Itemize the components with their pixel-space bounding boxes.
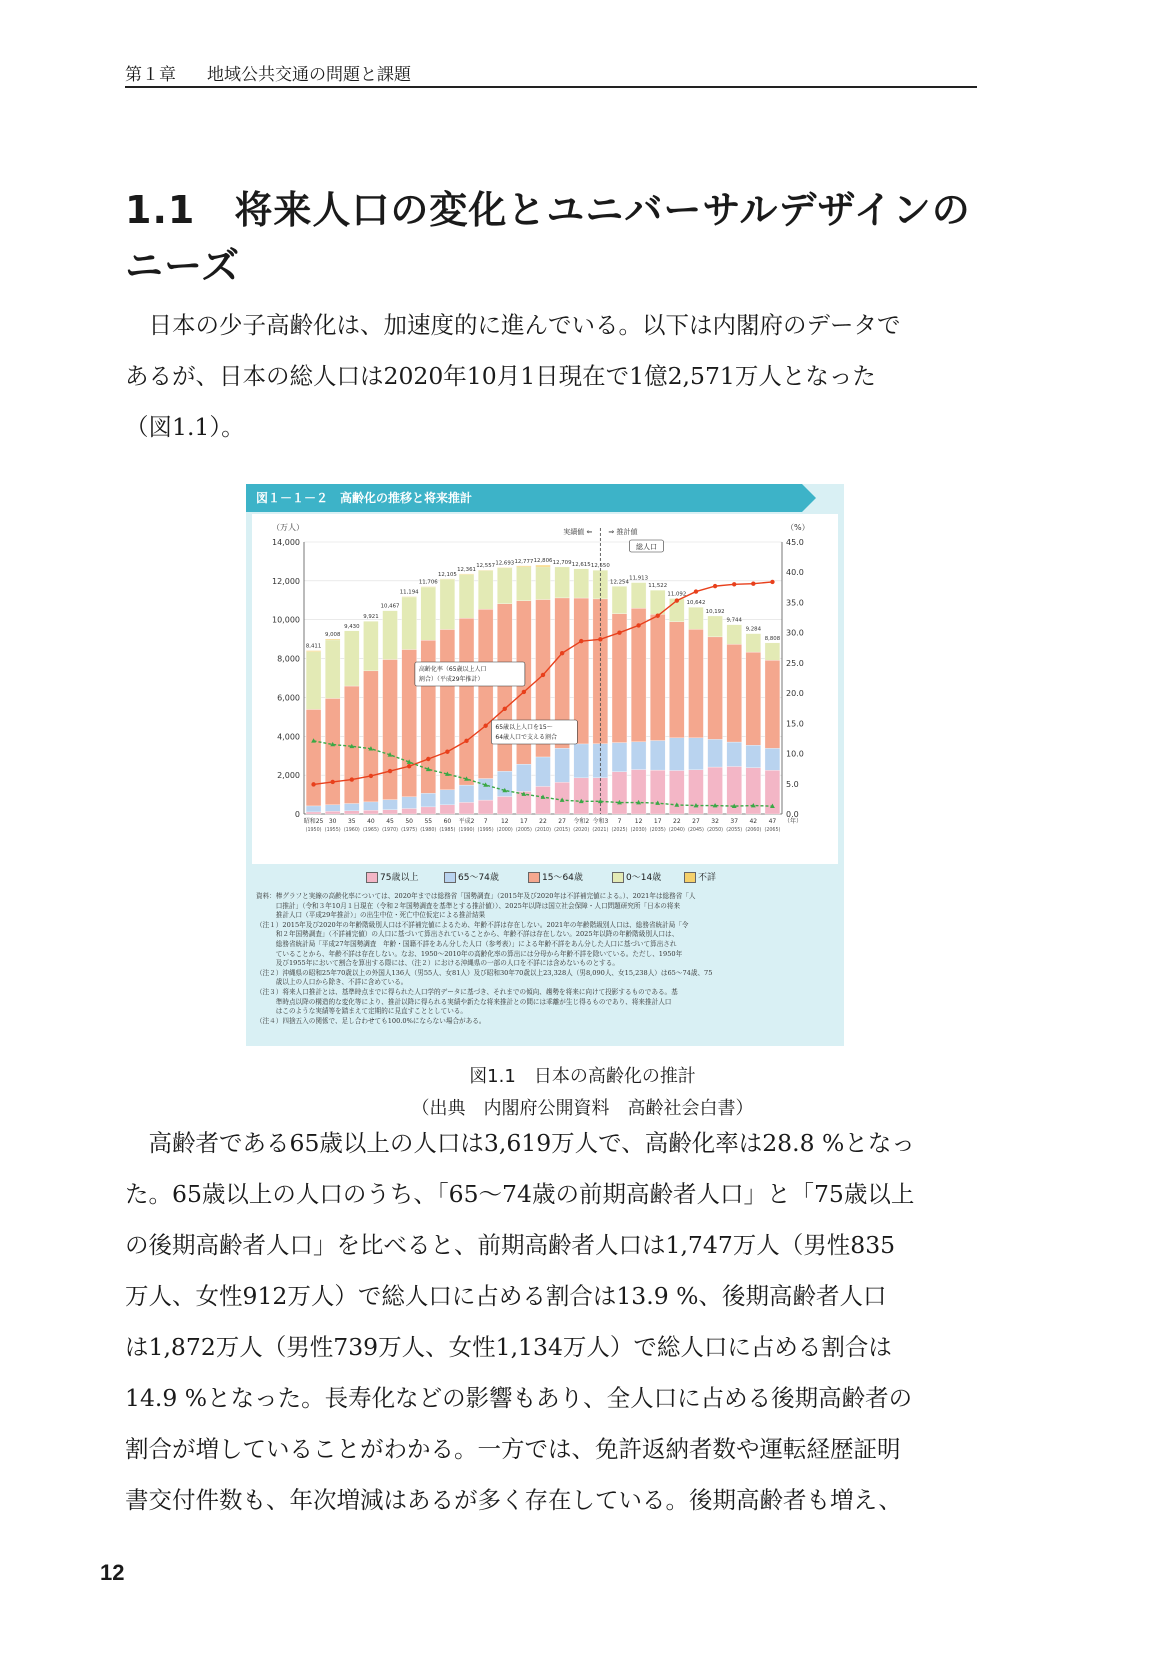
bar-segment xyxy=(421,793,436,807)
x-year-label: (2065) xyxy=(764,828,781,833)
bar-segment xyxy=(459,618,474,785)
legend-item xyxy=(612,870,661,883)
bar-segment xyxy=(631,608,646,742)
bar-segment xyxy=(746,634,761,652)
text-line: 14.9 %となった。長寿化などの影響もあり、全人口に占める後期高齢者の xyxy=(125,1384,913,1412)
legend-swatch xyxy=(684,872,696,883)
x-year-label: (2035) xyxy=(649,828,666,833)
figure-note-line: 和２年国勢調査」（不詳補完値）の人口に基づいて算出されていることから、年齢不詳は存在しない。2025年以降の年齢階級別人口は、 xyxy=(256,930,679,939)
figure-caption xyxy=(0,1062,1165,1120)
text-line: 日本の少子高齢化は、加速度的に進んでいる。以下は内閣府のデータで xyxy=(125,311,901,339)
figure-note-line: 総務省統計局「平成27年国勢調査 年齢・国籍不詳をあん分した人口（参考表）」による年齢不詳をあん分した人口に基づいて算出され xyxy=(256,939,677,948)
bar-total-label: 12,105 xyxy=(437,571,457,578)
chapter-label: 第１章 xyxy=(125,65,176,85)
x-tick-label: 30 xyxy=(328,818,337,825)
bar-segment xyxy=(421,587,436,588)
bar-segment xyxy=(325,698,340,804)
bar-segment xyxy=(536,565,551,567)
y2-tick-label: 10.0 xyxy=(786,749,804,759)
figure-note-line: はこのような実績等を踏まえて定期的に見直すこととしている。 xyxy=(256,1007,467,1016)
line-point xyxy=(483,724,487,728)
bar-segment xyxy=(536,567,551,600)
y2-tick-label: 45.0 xyxy=(786,538,804,547)
bar-total-label: 11,092 xyxy=(667,591,687,598)
text-line: （図1.1）。 xyxy=(125,413,245,441)
y2-tick-label: 0.0 xyxy=(786,810,799,819)
figure-panel xyxy=(246,484,844,1046)
figure-note-line: （注３）将来人口推計とは、基準時点までに得られた人口学的データに基づき、それまでの傾向、趨勢を将来に向けて投影するものである。基 xyxy=(256,987,678,996)
bar-total-label: 12,254 xyxy=(610,579,629,586)
figure-note-line: 及び1955年において割合を算出する際には、（注２）における沖縄県の一部の人口を不詳には含めないものとする。 xyxy=(256,959,619,968)
bar-segment xyxy=(478,570,493,571)
line-point xyxy=(330,780,334,784)
x-year-label: (1950) xyxy=(305,828,322,833)
bar-segment xyxy=(689,770,704,814)
x-tick-label: 12 xyxy=(500,818,509,825)
section-title-line: ニーズ xyxy=(125,244,241,288)
y-tick-label: 4,000 xyxy=(277,732,300,742)
figure-header xyxy=(246,484,844,512)
bar-segment xyxy=(421,587,436,640)
bar-segment xyxy=(497,797,512,814)
figure-note-line: 準時点以降の構造的な変化等により、推計以降に得られる実績や新たな将来推計との間には乖離が生じ得るものであり、将来推計人口 xyxy=(256,997,672,1006)
bar-total-label: 9,008 xyxy=(324,631,341,638)
bar-segment xyxy=(516,566,531,567)
chart-panel xyxy=(252,514,838,864)
legend-label: 15～64歳 xyxy=(542,873,583,883)
bar-segment xyxy=(555,748,570,782)
callout-support-ratio: 65歳以上人口を15～ xyxy=(495,724,553,731)
text-line: 割合が増していることがわかる。一方では、免許返納者数や運転経歴証明 xyxy=(125,1435,901,1463)
x-year-label: (2010) xyxy=(535,828,551,833)
bar-segment xyxy=(536,757,551,786)
line-point xyxy=(445,750,449,754)
x-tick-label: 60 xyxy=(443,818,452,825)
legend-label: 75歳以上 xyxy=(380,873,419,883)
x-tick-label: 令和2 xyxy=(573,818,590,825)
bar-segment xyxy=(574,744,589,778)
x-year-label: (2030) xyxy=(630,828,647,833)
y-tick-label: 14,000 xyxy=(272,538,300,547)
chapter-title: 地域公共交通の問題と課題 xyxy=(207,65,411,85)
bar-total-label: 12,615 xyxy=(571,561,591,568)
bar-segment xyxy=(402,808,417,814)
y2-tick-label: 40.0 xyxy=(786,568,804,578)
bar-segment xyxy=(383,611,398,660)
projected-label: ⇒ 推計値 xyxy=(608,528,638,536)
bar-total-label: 12,709 xyxy=(552,559,572,566)
bar-segment xyxy=(383,810,398,814)
figure-note-line: （注４）四捨五入の関係で、足し合わせても100.0%にならない場合がある。 xyxy=(256,1016,486,1025)
x-tick-label: 32 xyxy=(711,818,719,825)
x-tick-label: 40 xyxy=(367,818,375,825)
bar-segment xyxy=(478,800,493,814)
legend-item xyxy=(528,870,583,883)
x-tick-label: 令和3 xyxy=(592,818,609,825)
bar-total-label: 12,557 xyxy=(476,563,496,570)
x-year-label: (2005) xyxy=(515,828,532,833)
bar-total-label: 12,361 xyxy=(457,566,476,573)
text-line: の後期高齢者人口」を比べると、前期高齢者人口は1,747万人（男性835 xyxy=(125,1231,896,1259)
x-tick-label: 47 xyxy=(768,818,777,825)
bar-segment xyxy=(478,570,493,609)
x-tick-label: 22 xyxy=(539,818,547,825)
bar-segment xyxy=(440,805,455,814)
bar-segment xyxy=(765,660,780,748)
bar-segment xyxy=(421,807,436,814)
line-point xyxy=(503,707,507,711)
x-tick-label: 7 xyxy=(483,818,488,825)
x-year-label: (1980) xyxy=(420,828,437,833)
x-tick-label: 12 xyxy=(634,818,643,825)
y-tick-label: 0 xyxy=(294,810,300,819)
page-number: 12 xyxy=(100,1560,125,1585)
line-point xyxy=(713,584,717,588)
bar-segment xyxy=(650,741,665,771)
y-tick-label: 6,000 xyxy=(277,693,300,703)
line-point xyxy=(369,774,373,778)
y2-tick-label: 35.0 xyxy=(786,598,804,608)
bar-segment xyxy=(459,574,474,618)
bar-segment xyxy=(650,770,665,814)
figure-note-line: 口推計」（令和３年10月１日現在（令和２年国勢調査を基準とする推計値））、2025年以降は国立社会保障・人口問題研究所「日本の将来 xyxy=(256,901,681,910)
y2-tick-label: 15.0 xyxy=(786,719,804,729)
figure-note-line: 歳以上の人口から除き、不詳に含めている。 xyxy=(256,978,408,987)
figure-note-line: 推計人口（平成29年推計）」の出生中位・死亡中位仮定による推計結果 xyxy=(256,911,486,920)
bar-total-label: 11,913 xyxy=(629,575,649,582)
bar-segment xyxy=(574,778,589,814)
figure-note-line: （注２）沖縄県の昭和25年70歳以上の外国人136人（男55人、女81人）及び昭和30年70歳以上23,328人（男8,090人、女15,238人）は65～74歳、75 xyxy=(256,968,713,977)
x-tick-label: 35 xyxy=(347,818,356,825)
bar-segment xyxy=(325,639,340,640)
x-year-label: (2045) xyxy=(687,828,704,833)
line-point xyxy=(311,782,315,786)
legend-swatch xyxy=(528,872,540,883)
figure-note-line: ていることから、年齢不詳は存在しない。なお、1950～2010年の高齢化率の算出には分母から年齢不詳を除いている。ただし、1950年 xyxy=(256,949,683,958)
x-year-label: (2050) xyxy=(707,828,724,833)
y2-tick-label: 30.0 xyxy=(786,628,804,638)
legend-swatch xyxy=(612,872,624,883)
x-year-label: (1955) xyxy=(324,828,341,833)
callout-aging-rate: 割合）（平成29年推計） xyxy=(418,676,484,683)
bar-segment xyxy=(478,779,493,801)
line-point xyxy=(751,582,755,586)
bar-segment xyxy=(689,607,704,629)
x-tick-label: 17 xyxy=(653,818,662,825)
bar-segment xyxy=(689,738,704,770)
bar-segment xyxy=(363,810,378,814)
legend-item xyxy=(684,870,716,883)
x-tick-label: 昭和25 xyxy=(303,818,324,825)
x-tick-label: 27 xyxy=(692,818,700,825)
bar-segment xyxy=(650,614,665,740)
x-tick-label: 55 xyxy=(424,818,433,825)
bar-segment xyxy=(612,586,627,613)
text-line: 書交付件数も、年次増減はあるが多く存在している。後期高齢者も増え、 xyxy=(125,1486,902,1514)
bar-total-label: 9,430 xyxy=(344,623,360,630)
text-line: 万人、女性912万人）で総人口に占める割合は13.9 %、後期高齢者人口 xyxy=(125,1282,887,1310)
bar-segment xyxy=(459,802,474,814)
bar-segment xyxy=(765,748,780,770)
x-tick-label: 7 xyxy=(617,818,622,825)
bar-total-label: 9,284 xyxy=(745,626,762,633)
body-paragraph xyxy=(125,1118,977,1526)
bar-segment xyxy=(612,772,627,814)
bar-segment xyxy=(746,652,761,745)
bar-total-label: 9,744 xyxy=(726,617,742,624)
line-point xyxy=(522,690,526,694)
bar-segment xyxy=(402,597,417,650)
bar-total-label: 11,194 xyxy=(399,589,419,596)
bar-segment xyxy=(306,709,321,805)
bar-segment xyxy=(344,631,359,686)
y-axis-label: （万人） xyxy=(272,523,304,532)
section-title xyxy=(125,182,995,294)
text-line: あるが、日本の総人口は2020年10月1日現在で1億2,571万人となった xyxy=(125,362,876,390)
bar-segment xyxy=(459,785,474,802)
x-tick-label: 37 xyxy=(730,818,739,825)
bar-segment xyxy=(402,597,417,598)
x-year-label: (2060) xyxy=(745,828,762,833)
actual-label: 実績値 ⇐ xyxy=(563,528,593,536)
x-tick-label: 45 xyxy=(386,818,394,825)
bar-segment xyxy=(344,811,359,814)
bar-segment xyxy=(689,629,704,737)
bar-segment xyxy=(727,742,742,766)
y2-axis-label: （%） xyxy=(786,523,810,532)
bar-total-label: 9,921 xyxy=(363,614,379,621)
bar-segment xyxy=(574,569,589,598)
bar-total-label: 12,806 xyxy=(533,558,553,565)
bar-segment xyxy=(363,802,378,810)
callout-support-ratio: 64歳人口で支える割合 xyxy=(495,734,558,741)
legend-item xyxy=(366,870,418,883)
bar-segment xyxy=(383,800,398,810)
bar-segment xyxy=(363,621,378,671)
section-title-line: 1.1 将来人口の変化とユニバーサルデザインの xyxy=(125,188,971,232)
y-tick-label: 12,000 xyxy=(272,576,300,586)
legend-label: 0～14歳 xyxy=(626,873,662,883)
x-year-label: (2015) xyxy=(554,828,571,833)
x-year-label: (1975) xyxy=(401,828,418,833)
bar-segment xyxy=(440,790,455,805)
x-year-label: (2055) xyxy=(726,828,743,833)
x-year-label: (2040) xyxy=(668,828,685,833)
bar-segment xyxy=(536,786,551,814)
y2-tick-label: 20.0 xyxy=(786,689,804,699)
line-point xyxy=(732,582,736,586)
bar-total-label: 10,467 xyxy=(380,603,400,610)
x-year-label: (1990) xyxy=(458,828,475,833)
bar-segment xyxy=(306,652,321,710)
figure-note-line: （注１）2015年及び2020年の年齢階級別人口は不詳補完値によるため、年齢不詳は存在しない。2021年の年齢階級別人口は、総務省統計局「令 xyxy=(256,920,689,929)
bar-segment xyxy=(497,604,512,772)
bar-segment xyxy=(669,622,684,738)
line-point xyxy=(770,580,774,584)
bar-segment xyxy=(708,637,723,739)
line-point xyxy=(388,769,392,773)
callout-aging-rate: 高齢化率（65歳以上人口 xyxy=(418,666,487,673)
bar-segment xyxy=(497,771,512,796)
bar-total-label: 12,550 xyxy=(590,563,610,570)
bar-total-label: 11,522 xyxy=(648,583,668,590)
bar-segment xyxy=(325,805,340,812)
caption-title: 図1.1 日本の高齢化の推計 xyxy=(469,1066,696,1087)
bar-segment xyxy=(669,738,684,771)
bar-segment xyxy=(440,579,455,580)
legend-swatch xyxy=(444,872,456,883)
bar-segment xyxy=(708,739,723,767)
line-point xyxy=(617,630,621,634)
running-head xyxy=(125,58,977,88)
legend-swatch xyxy=(366,872,378,883)
text-line: 高齢者である65歳以上の人口は3,619万人で、高齢化率は28.8 %となっ xyxy=(125,1129,915,1157)
line-point xyxy=(464,739,468,743)
bar-total-label: 10,192 xyxy=(705,608,725,615)
bar-segment xyxy=(383,660,398,800)
bar-segment xyxy=(650,590,665,614)
x-tick-label: 平成2 xyxy=(458,818,475,825)
x-tick-label: 17 xyxy=(520,818,528,825)
figure-notes xyxy=(256,892,834,1026)
bar-segment xyxy=(440,579,455,630)
x-tick-label: 50 xyxy=(405,818,413,825)
bar-segment xyxy=(306,651,321,652)
bar-total-label: 8,411 xyxy=(305,643,322,650)
bar-segment xyxy=(363,671,378,802)
caption-source: （出典 内閣府公開資料 高齢社会白書） xyxy=(411,1098,754,1119)
legend-label: 65～74歳 xyxy=(458,873,499,883)
bar-segment xyxy=(306,812,321,814)
text-line: た。65歳以上の人口のうち、「65～74歳の前期高齢者人口」と「75歳以上 xyxy=(125,1180,915,1208)
bar-segment xyxy=(555,567,570,598)
figure-header-label: 図１－１－２ 高齢化の推移と将来推計 xyxy=(256,491,473,505)
x-tick-label: 27 xyxy=(558,818,566,825)
bar-segment xyxy=(440,629,455,789)
x-year-label: (1995) xyxy=(477,828,494,833)
x-year-label: (1985) xyxy=(439,828,456,833)
line-point xyxy=(560,651,564,655)
bar-segment xyxy=(459,574,474,575)
bar-segment xyxy=(325,811,340,814)
x-year-label: (2020) xyxy=(573,828,590,833)
line-point xyxy=(541,673,545,677)
intro-paragraph xyxy=(125,300,977,453)
bar-total-label: 12,777 xyxy=(514,558,534,565)
line-point xyxy=(426,757,430,761)
x-tick-label: 22 xyxy=(673,818,681,825)
line-point xyxy=(407,764,411,768)
callout-total: 総人口 xyxy=(635,543,657,551)
y-tick-label: 8,000 xyxy=(277,654,300,664)
bar-segment xyxy=(516,764,531,791)
bar-total-label: 11,706 xyxy=(418,579,438,586)
bar-segment xyxy=(765,643,780,660)
x-year-label: (2025) xyxy=(611,828,628,833)
line-point xyxy=(656,614,660,618)
bar-segment xyxy=(344,804,359,811)
x-unit-label: （年） xyxy=(784,818,803,825)
bar-segment xyxy=(612,743,627,772)
y2-tick-label: 25.0 xyxy=(786,658,804,668)
chart xyxy=(252,514,838,864)
line-point xyxy=(675,598,679,602)
y-tick-label: 10,000 xyxy=(272,615,300,625)
bar-segment xyxy=(708,616,723,637)
bar-segment xyxy=(497,568,512,604)
legend-item xyxy=(444,870,499,883)
line-point xyxy=(579,639,583,643)
legend-label: 不詳 xyxy=(698,873,717,883)
bar-segment xyxy=(669,770,684,814)
line-point xyxy=(598,637,602,641)
figure-note-line: 資料：棒グラフと実線の高齢化率については、2020年までは総務省「国勢調査」（2015年及び2020年は不詳補完値による。）、2021年は総務省「人 xyxy=(256,892,696,900)
bar-segment xyxy=(727,625,742,645)
x-year-label: (2000) xyxy=(496,828,513,833)
bar-segment xyxy=(402,649,417,796)
bar-segment xyxy=(631,742,646,770)
bar-total-label: 12,693 xyxy=(495,560,515,567)
text-line: は1,872万人（男性739万人、女性1,134万人）で総人口に占める割合は xyxy=(125,1333,892,1361)
bar-segment xyxy=(325,640,340,699)
x-year-label: (1965) xyxy=(362,828,379,833)
line-point xyxy=(694,589,698,593)
x-year-label: (2021) xyxy=(592,828,609,833)
bar-segment xyxy=(631,770,646,814)
bar-segment xyxy=(497,567,512,568)
y2-tick-label: 5.0 xyxy=(786,779,799,789)
bar-segment xyxy=(727,644,742,742)
bar-segment xyxy=(631,583,646,609)
bar-segment xyxy=(746,745,761,767)
y-tick-label: 2,000 xyxy=(277,771,300,781)
bar-segment xyxy=(402,797,417,809)
bar-segment xyxy=(516,567,531,601)
line-point xyxy=(350,777,354,781)
x-tick-label: 42 xyxy=(749,818,758,825)
bar-total-label: 10,642 xyxy=(686,600,706,607)
bar-segment xyxy=(306,806,321,812)
x-year-label: (1970) xyxy=(382,828,399,833)
line-point xyxy=(636,623,640,627)
bar-total-label: 8,808 xyxy=(764,635,781,642)
x-year-label: (1960) xyxy=(343,828,360,833)
bar-segment xyxy=(478,609,493,778)
